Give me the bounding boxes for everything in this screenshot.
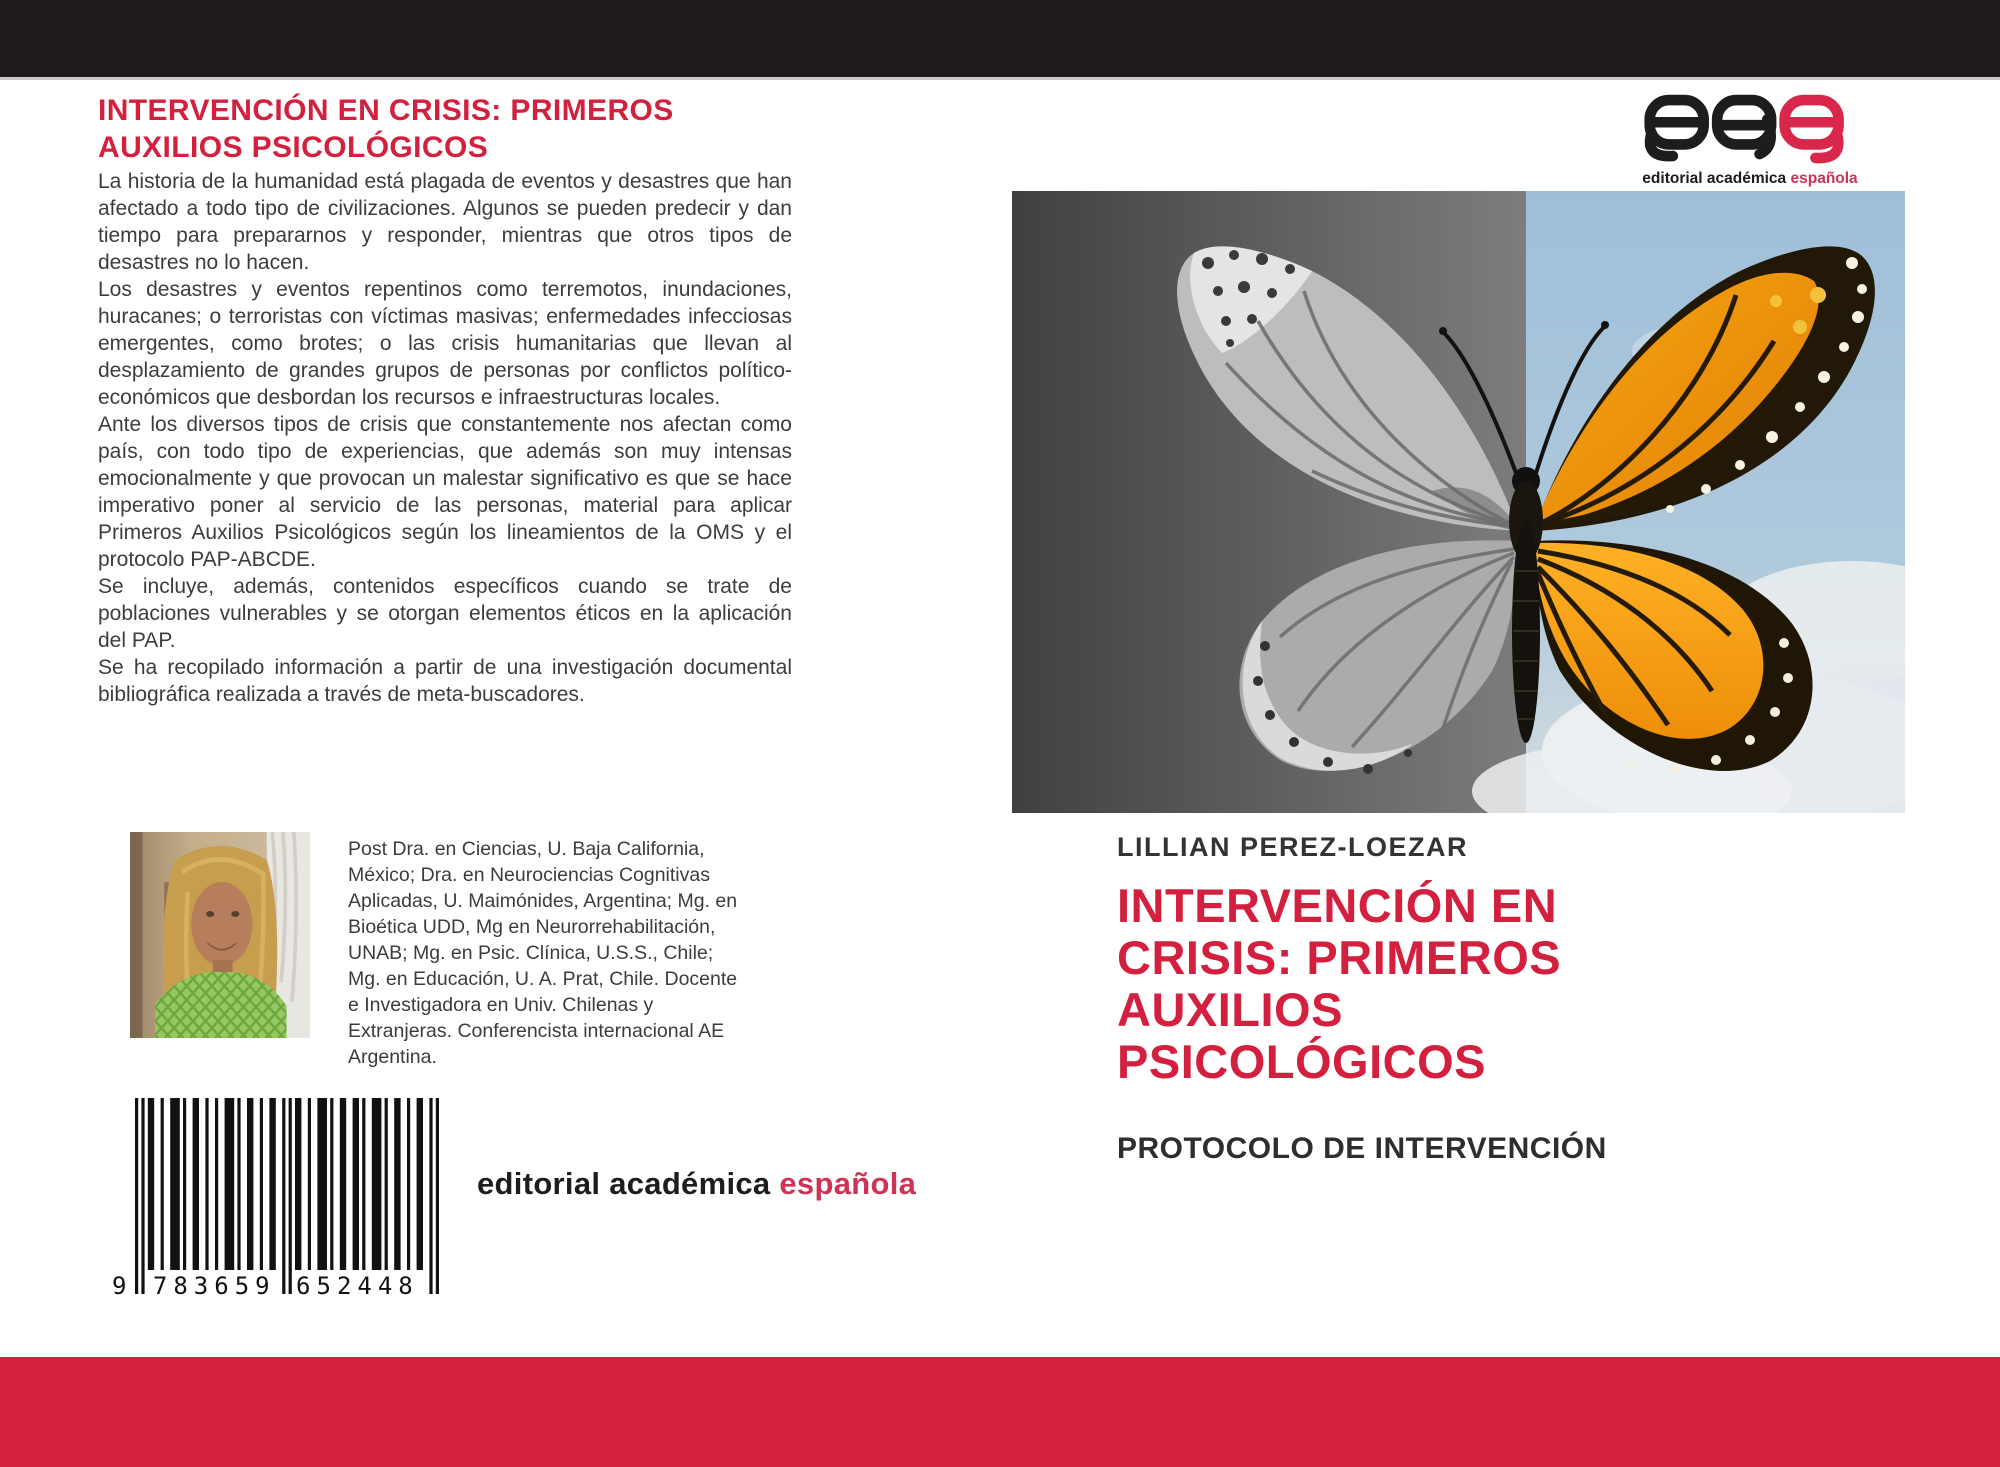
back-cover-title: INTERVENCIÓN EN CRISIS: PRIMEROS AUXILIOS PSICOLÓGICOS [98,94,674,164]
bottom-red-band [0,1357,2000,1467]
publisher-wordmark-black: editorial académica [477,1166,771,1201]
synopsis-paragraph: Se ha recopilado información a partir de una investigación documental bibliográfica realizada a través de meta-buscadores. [98,656,792,706]
synopsis-paragraph: Se incluye, además, contenidos específicos cuando se trate de poblaciones vulnerables y se otorgan elementos éticos en la aplicación del PAP. [98,575,792,652]
front-cover-title: INTERVENCIÓN EN CRISIS: PRIMEROS AUXILIOS PSICOLÓGICOS [1117,879,1562,1088]
synopsis-paragraph: Los desastres y eventos repentinos como terremotos, inundaciones, huracanes; o terroristas con víctimas masivas; enfermedades infecciosas emergentes, como brotes; o las crisis humanitarias que llevan al desplazamiento de grandes grupos de personas por conflictos político-económicos que desbordan los recursos e infraestructuras locales. [98,278,792,409]
author-bio: Post Dra. en Ciencias, U. Baja California, México; Dra. en Neurociencias Cognitivas Aplicadas, U. Maimónides, Argentina; Mg. en Bioética UDD, Mg en Neurorrehabilitación, UNAB; Mg. en Psic. Clínica, U.S.S., Chile; Mg. en Educación, U. A. Prat, Chile. Docente e Investigadora en Univ. Chilenas y Extranjeras. Conferencista internacional AE Argentina. [348,838,738,1068]
eae-logo [1642,90,1854,168]
front-cover-subtitle: PROTOCOLO DE INTERVENCIÓN [1117,1132,1607,1165]
eae-tagline-red: española [1790,170,1858,187]
publisher-wordmark-red: española [779,1166,917,1201]
back-cover-synopsis [98,168,792,708]
top-black-band [0,0,2000,80]
synopsis-paragraph: La historia de la humanidad está plagada de eventos y desastres que han afectado a todo tipo de civilizaciones. Algunos se pueden predecir y dan tiempo para prepararnos y responder, mientras que otros tipos de desastres no lo hacen. [98,170,792,274]
eae-logo-tagline [1620,170,1880,188]
front-cover-author: LILLIAN PEREZ-LOEZAR [1117,832,1468,862]
isbn-digits: 9 783659 652448 [112,1272,419,1300]
synopsis-paragraph: Ante los diversos tipos de crisis que constantemente nos afectan como país, con todo tipo de experiencias, que además son muy intensas emocionalmente y que provocan un malestar significativo es que se hace imperativo poner al servicio de las personas, material para aplicar Primeros Auxilios Psicológicos según los lineamientos de la OMS y el protocolo PAP-ABCDE. [98,413,792,571]
eae-tagline-black: editorial académica [1642,170,1787,187]
butterfly-image [1012,191,1905,813]
author-photo [130,832,310,1038]
publisher-wordmark [477,1166,916,1202]
